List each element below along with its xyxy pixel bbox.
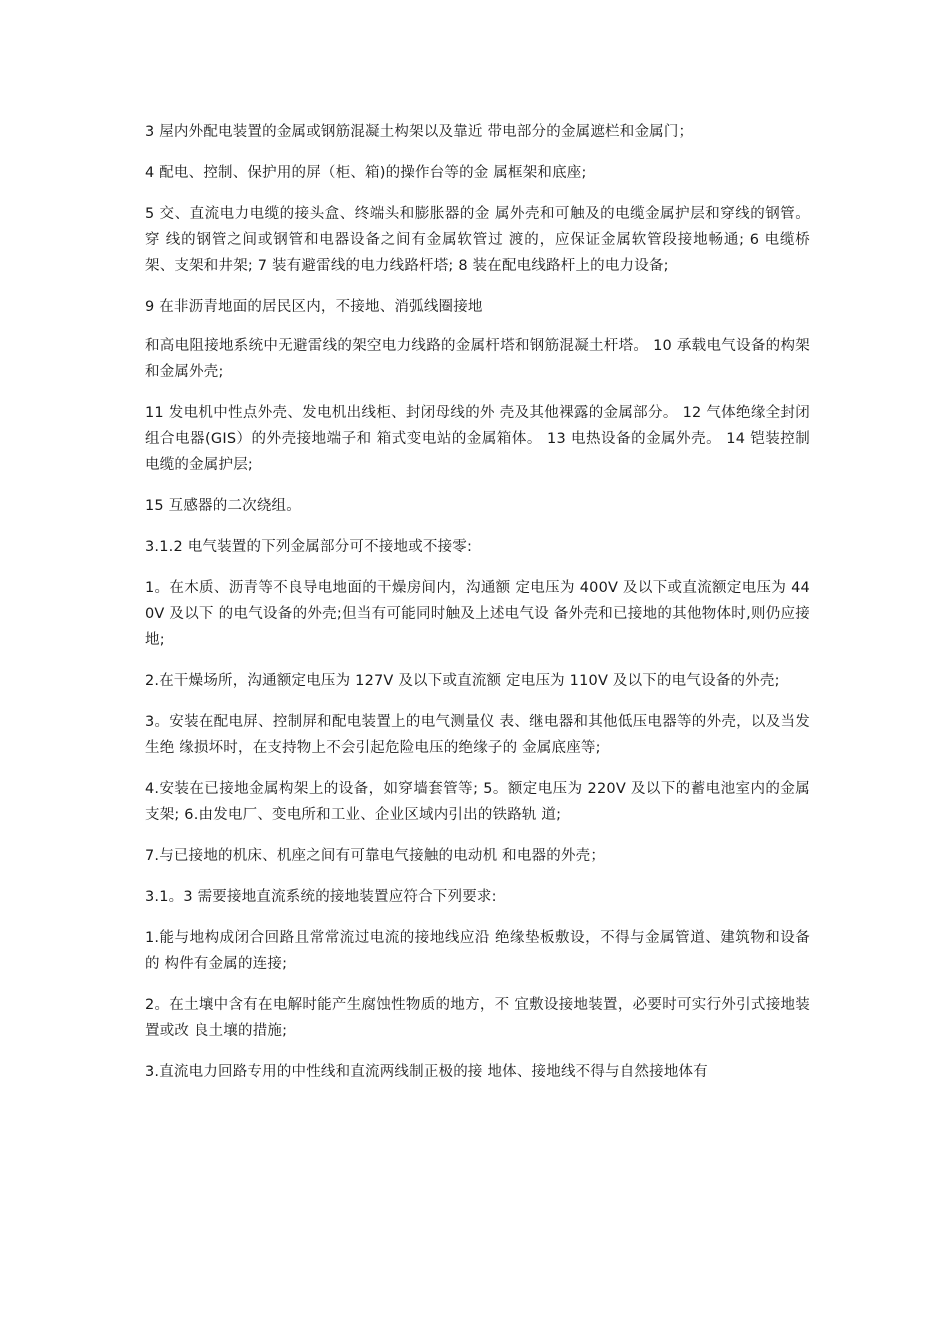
- section-heading-3-1-2: 3.1.2 电气装置的下列金属部分可不接地或不接零:: [145, 539, 473, 555]
- paragraph-items-5-8: 5 交、直流电力电缆的接头盒、终端头和膨胀器的金 属外壳和可触及的电缆金属护层和穿线的钢管。穿 线的钢管之间或钢管和电器设备之间有金属软管过 渡的，应保证金属软管段接地畅通; 6 电缆桥架、支架和井架; 7 装有避雷线的电力线路杆塔; 8 装在配电线路杆上的电力设备;: [145, 206, 810, 274]
- paragraph-item-3: 3 屋内外配电装置的金属或钢筋混凝土构架以及靠近 带电部分的金属遮栏和金属门；: [145, 124, 694, 140]
- paragraph-item-4: 4 配电、控制、保护用的屏（柜、箱)的操作台等的金 属框架和底座;: [145, 165, 587, 181]
- paragraph-312-item-7: 7.与已接地的机床、机座之间有可靠电气接触的电动机 和电器的外壳；: [145, 848, 606, 864]
- paragraph-item-15: 15 互感器的二次绕组。: [145, 498, 301, 514]
- section-heading-3-1-3: 3.1。3 需要接地直流系统的接地装置应符合下列要求:: [145, 889, 497, 905]
- paragraph-313-item-3: 3.直流电力回路专用的中性线和直流两线制正极的接 地体、接地线不得与自然接地体有: [145, 1064, 708, 1080]
- document-body: [145, 119, 810, 1100]
- paragraph-312-item-2: 2.在干燥场所，沟通额定电压为 127V 及以下或直流额 定电压为 110V 及以下的电气设备的外壳;: [145, 673, 780, 689]
- paragraph-312-items-4-6: 4.安装在已接地金属构架上的设备，如穿墙套管等; 5。额定电压为 220V 及以下的蓄电池室内的金属支架; 6.由发电厂、变电所和工业、企业区域内引出的铁路轨 道;: [145, 781, 810, 823]
- paragraph-312-item-3: 3。安装在配电屏、控制屏和配电装置上的电气测量仪 表、继电器和其他低压电器等的外壳，以及当发生绝 缘损坏时，在支持物上不会引起危险电压的绝缘子的 金属底座等;: [145, 714, 810, 756]
- paragraph-item-9: 9 在非沥青地面的居民区内，不接地、消弧线圈接地: [145, 299, 483, 315]
- paragraph-313-item-2: 2。在土壤中含有在电解时能产生腐蚀性物质的地方，不 宜敷设接地装置，必要时可实行外引式接地装置或改 良土壤的措施;: [145, 997, 810, 1039]
- paragraph-312-item-1: 1。在木质、沥青等不良导电地面的干燥房间内，沟通额 定电压为 400V 及以下或直流额定电压为 440V 及以下 的电气设备的外壳;但当有可能同时触及上述电气设 备外壳和已接地的其他物体时,则仍应接地;: [145, 580, 810, 648]
- paragraph-313-item-1: 1.能与地构成闭合回路且常常流过电流的接地线应沿 绝缘垫板敷设，不得与金属管道、建筑物和设备的 构件有金属的连接;: [145, 930, 810, 972]
- paragraph-items-9-10: 和高电阻接地系统中无避雷线的架空电力线路的金属杆塔和钢筋混凝土杆塔。 10 承载电气设备的构架和金属外壳;: [145, 338, 810, 380]
- paragraph-items-11-14: 11 发电机中性点外壳、发电机出线柜、封闭母线的外 壳及其他裸露的金属部分。 12 气体绝缘全封闭组合电器(GIS）的外壳接地端子和 箱式变电站的金属箱体。 13 电热设备的金属外壳。 14 铠装控制电缆的金属护层;: [145, 405, 810, 473]
